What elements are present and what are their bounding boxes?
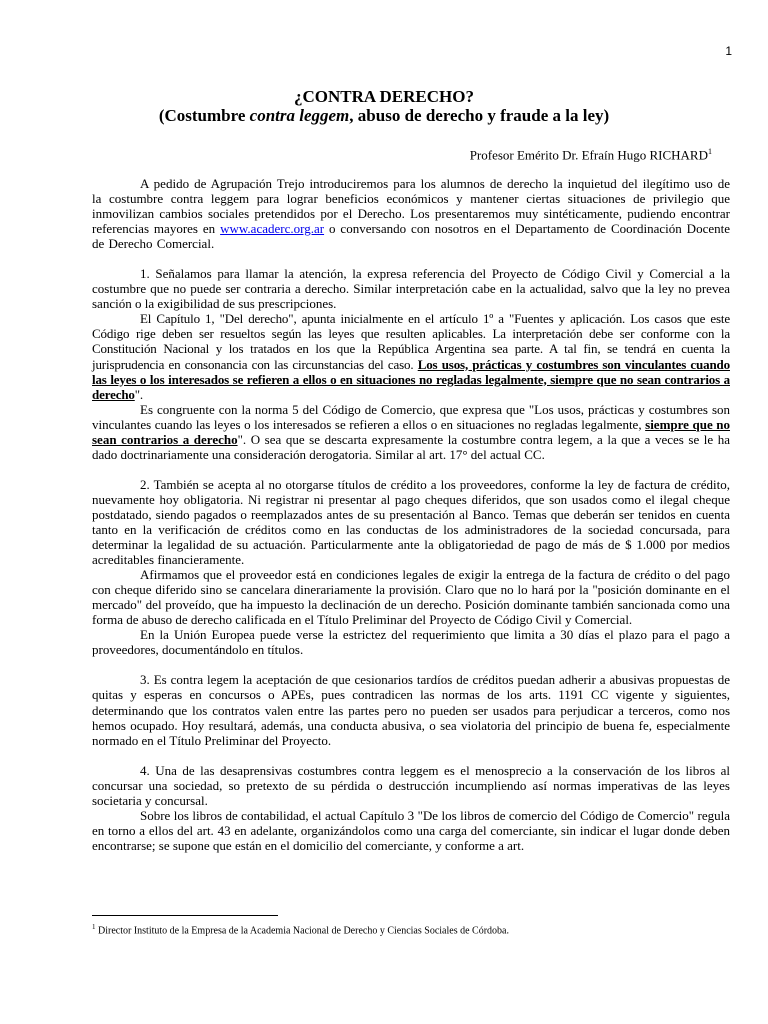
section-1-p3-text: Es congruente con la norma 5 del Código de Comercio, que expresa que "Los usos, prácticas y costumbres son vinculantes cuando las leyes o los interesados se refieren a ellos o en situaciones no regladas legalmente, (92, 401, 730, 432)
title-italic-phrase: contra leggem (249, 106, 350, 125)
title-line-2-start: (Costumbre (158, 106, 250, 125)
title-line-1: ¿CONTRA DERECHO? (294, 87, 474, 106)
section-3-paragraph-1: 3. Es contra legem la aceptación de que cesionarios tardíos de créditos puedan adherir a abusivas propuestas de quitas y esperas en concursos o APEs, pues contradicen las normas de los arts. 1191 CC vigente y siguientes, determinando que los contratos valen entre las partes pero no pueden ser usados para perjudicar a terceros, como nos hemos ocupado. Hoy resultará, además, una conducta abusiva, o sea violatoria del principio de buena fe, especialmente normado en el Título Preliminar del Proyecto. (92, 672, 730, 748)
intro-paragraph (92, 176, 730, 251)
section-2-paragraph-2: Afirmamos que el proveedor está en condiciones legales de exigir la entrega de la factura de crédito o del pago con cheque diferido sino se cancelara dinerariamente la provisión. Claro que no lo hará por la "posición dominante en el mercado" del proveído, que ha impuesto la declinación de un derecho. Posición dominante también sancionada como una forma de abuso de derecho calificada en el Título Preliminar del Proyecto de Código Civil y Comercial. (92, 567, 730, 628)
author-line (470, 144, 712, 162)
section-1-paragraph-1: 1. Señalamos para llamar la atención, la expresa referencia del Proyecto de Código Civil y Comercial a la costumbre que no puede ser contraria a derecho. Similar interpretación cabe en la actualidad, salvo que la ley no prevea sanción o la exigibilidad de sus prescripciones. (92, 266, 730, 312)
section-1-p3-emphasis: siempre que no sean contrarios a derecho (92, 416, 731, 447)
intro-text-after-link: o conversando con nosotros en el Departamento de Coordinación Docente de Derecho Comercial. (92, 221, 730, 252)
section-4-paragraph-1: 4. Una de las desaprensivas costumbres contra leggem es el menosprecio a la conservación de los libros al concursar una sociedad, so pretexto de su pérdida o destrucción incumpliendo así normas imperativas de las leyes societaria y concursal. (92, 762, 730, 808)
document-title (0, 87, 768, 125)
section-2-paragraph-3: En la Unión Europea puede verse la estrictez del requerimiento que limita a 30 días el plazo para el pago a proveedores, documentándolo en títulos. (92, 627, 730, 658)
section-1-p2-text: El Capítulo 1, "Del derecho", apunta inicialmente en el artículo 1º a "Fuentes y aplicación. Los casos que este Código rige deben ser resueltos según las leyes que resulten aplicables. La interpretación debe ser conforme con la Constitución Nacional y los tratados en los que la República Argentina sea parte. A tal fin, se tendrá en cuenta la jurisprudencia en consonancia con las circunstancias del caso. (92, 311, 730, 372)
title-line-2 (0, 106, 768, 125)
page-number: 1 (725, 44, 732, 58)
title-line-2-end: , abuso de derecho y fraude a la ley) (349, 106, 610, 125)
section-1-p2-emphasis: Los usos, prácticas y costumbres son vinculantes cuando las leyes o los interesados se refieren a ellos o en situaciones no regladas legalmente, siempre que no sean contrarios a derecho (92, 356, 730, 402)
footnote-separator (92, 915, 278, 916)
section-2-paragraph-1: 2. También se acepta al no otorgarse títulos de crédito a los proveedores, conforme la ley de factura de crédito, nuevamente hoy obligatoria. Ni registrar ni presentar al pago cheques diferidos, que son usados como el ilegal cheque postdatado, siendo pagados o reemplazados antes de su presentación al Banco. Temas que deberán ser tenidos en cuenta tanto en la verificación de créditos como en las conductas de los administradores de la sociedad concursada, para determinar la legalidad de su actuación. Particularmente ante la obligatoriedad de pago de más de $ 1.000 por medios acreditables financieramente. (92, 476, 730, 568)
author-name: Profesor Emérito Dr. Efraín Hugo RICHARD (469, 147, 708, 163)
section-1-paragraph-3 (92, 402, 730, 462)
footnote-text: Director Instituto de la Empresa de la Academia Nacional de Derecho y Ciencias Sociales de Córdoba. (95, 925, 509, 937)
footnote-number: 1 (92, 923, 96, 931)
section-1-p2-end: ". (134, 386, 144, 402)
footnote (92, 921, 732, 937)
section-1-paragraph-2 (92, 311, 730, 401)
section-4-paragraph-2: Sobre los libros de contabilidad, el actual Capítulo 3 "De los libros de comercio del Código de Comercio" regula en torno a ellos del art. 43 en adelante, organizándolos como una carga del comerciante, sin indicar el lugar donde deben encontrarse; se supone que están en el domicilio del comerciante, y conforme a art. (92, 807, 730, 853)
intro-text-before-link: A pedido de Agrupación Trejo introduciremos para los alumnos de derecho la inquietud del ilegítimo uso de la costumbre contra leggem para lograr beneficios económicos y mantener ciertas situaciones de privilegio que inmovilizan cambios sociales pretendidos por el Derecho. Los presentaremos muy sintéticamente, pudiendo encontrar referencias mayores en (92, 176, 730, 237)
document-body (92, 176, 730, 853)
section-1-p3-end: ". O sea que se descarta expresamente la costumbre contra legem, a la que a veces se le ha dado doctrinariamente una consideración derogatoria. Similar al art. 17° del actual CC. (92, 431, 731, 462)
author-footnote-ref[interactable]: 1 (708, 147, 712, 156)
acaderc-link[interactable]: www.acaderc.org.ar (220, 221, 325, 237)
